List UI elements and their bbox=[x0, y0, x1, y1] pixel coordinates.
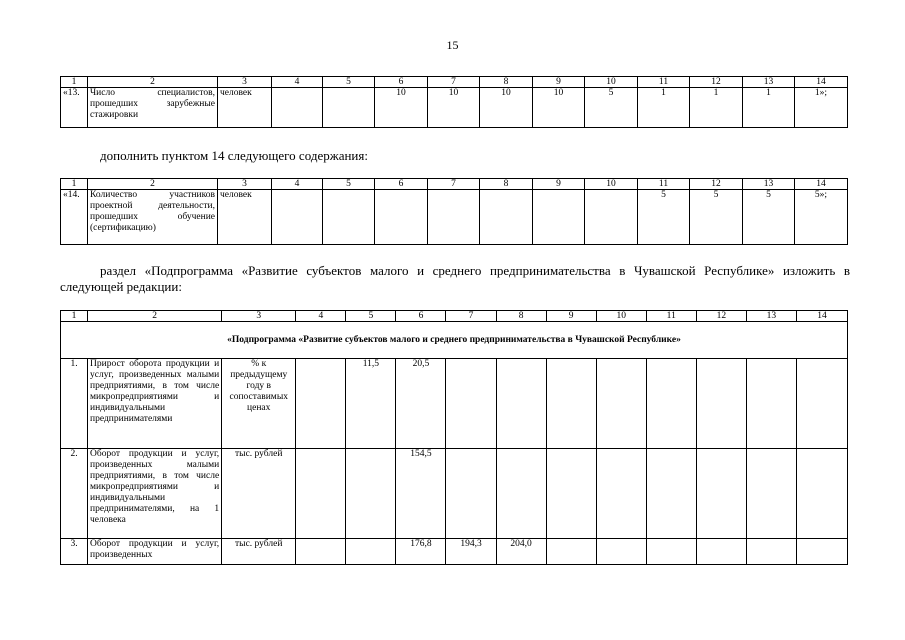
column-header-2: 2 bbox=[88, 179, 218, 190]
value-col-5 bbox=[346, 449, 396, 539]
value-col-13: 5 bbox=[743, 190, 795, 245]
value-col-14 bbox=[796, 539, 847, 565]
column-header-row bbox=[61, 179, 848, 190]
value-col-11: 5 bbox=[638, 190, 690, 245]
table-2 bbox=[60, 178, 848, 245]
column-header-1: 1 bbox=[61, 77, 88, 88]
value-col-6 bbox=[375, 190, 428, 245]
column-header-1: 1 bbox=[61, 179, 88, 190]
value-col-4 bbox=[272, 190, 323, 245]
value-col-12 bbox=[696, 539, 746, 565]
value-col-4 bbox=[272, 88, 323, 128]
value-col-14 bbox=[796, 359, 847, 449]
column-header-9: 9 bbox=[546, 311, 596, 322]
value-col-11 bbox=[646, 539, 696, 565]
unit: % к предыдущему году в сопоставимых ценах bbox=[222, 359, 296, 449]
column-header-13: 13 bbox=[743, 179, 795, 190]
instruction-2-text: раздел «Подпрограмма «Развитие субъектов малого и среднего предпринимательства в Чувашской Республике» изложить в следующей редакции: bbox=[60, 263, 850, 294]
table-row bbox=[61, 359, 848, 449]
column-header-10: 10 bbox=[596, 311, 646, 322]
column-header-3: 3 bbox=[218, 77, 272, 88]
row-number: «14. bbox=[61, 190, 88, 245]
column-header-10: 10 bbox=[585, 179, 638, 190]
value-col-12 bbox=[696, 359, 746, 449]
value-col-9: 10 bbox=[533, 88, 585, 128]
value-col-14: 5»; bbox=[795, 190, 848, 245]
column-header-row bbox=[61, 311, 848, 322]
unit: тыс. рублей bbox=[222, 449, 296, 539]
column-header-6: 6 bbox=[375, 77, 428, 88]
column-header-9: 9 bbox=[533, 77, 585, 88]
value-col-4 bbox=[296, 359, 346, 449]
value-col-11: 1 bbox=[638, 88, 690, 128]
column-header-8: 8 bbox=[496, 311, 546, 322]
column-header-4: 4 bbox=[272, 77, 323, 88]
column-header-10: 10 bbox=[585, 77, 638, 88]
indicator-name: Оборот продукции и услуг, произведенных малыми предприятиями, в том числе микропредприятиями и индивидуальными предпринимателями, на 1 человека bbox=[88, 449, 222, 539]
column-header-12: 12 bbox=[690, 179, 743, 190]
value-col-6: 10 bbox=[375, 88, 428, 128]
row-number: 3. bbox=[61, 539, 88, 565]
value-col-10: 5 bbox=[585, 88, 638, 128]
value-col-5 bbox=[323, 190, 375, 245]
column-header-5: 5 bbox=[346, 311, 396, 322]
instruction-2 bbox=[60, 263, 850, 295]
value-col-13 bbox=[746, 449, 796, 539]
value-col-4 bbox=[296, 539, 346, 565]
row-number: 1. bbox=[61, 359, 88, 449]
column-header-11: 11 bbox=[646, 311, 696, 322]
column-header-9: 9 bbox=[533, 179, 585, 190]
value-col-9 bbox=[533, 190, 585, 245]
column-header-14: 14 bbox=[795, 77, 848, 88]
column-header-6: 6 bbox=[396, 311, 446, 322]
value-col-10 bbox=[596, 539, 646, 565]
value-col-10 bbox=[585, 190, 638, 245]
column-header-13: 13 bbox=[743, 77, 795, 88]
column-header-8: 8 bbox=[480, 77, 533, 88]
value-col-5: 11,5 bbox=[346, 359, 396, 449]
column-header-3: 3 bbox=[222, 311, 296, 322]
column-header-row bbox=[61, 77, 848, 88]
column-header-7: 7 bbox=[428, 77, 480, 88]
value-col-13: 1 bbox=[743, 88, 795, 128]
value-col-7 bbox=[446, 359, 496, 449]
value-col-12: 5 bbox=[690, 190, 743, 245]
column-header-6: 6 bbox=[375, 179, 428, 190]
value-col-4 bbox=[296, 449, 346, 539]
indicator-name: Оборот продукции и услуг, произведенных bbox=[88, 539, 222, 565]
value-col-11 bbox=[646, 449, 696, 539]
value-col-10 bbox=[596, 359, 646, 449]
table-row bbox=[61, 88, 848, 128]
row-number: «13. bbox=[61, 88, 88, 128]
column-header-2: 2 bbox=[88, 77, 218, 88]
value-col-12: 1 bbox=[690, 88, 743, 128]
column-header-14: 14 bbox=[796, 311, 847, 322]
column-header-8: 8 bbox=[480, 179, 533, 190]
table-row bbox=[61, 190, 848, 245]
column-header-4: 4 bbox=[272, 179, 323, 190]
column-header-12: 12 bbox=[696, 311, 746, 322]
indicator-name: Прирост оборота продукции и услуг, произведенных малыми предприятиями, в том числе микропредприятиями и индивидуальными предпринимателями bbox=[88, 359, 222, 449]
value-col-6: 154,5 bbox=[396, 449, 446, 539]
column-header-11: 11 bbox=[638, 179, 690, 190]
column-header-12: 12 bbox=[690, 77, 743, 88]
value-col-13 bbox=[746, 359, 796, 449]
value-col-11 bbox=[646, 359, 696, 449]
value-col-5 bbox=[346, 539, 396, 565]
value-col-9 bbox=[546, 359, 596, 449]
value-col-7 bbox=[446, 449, 496, 539]
value-col-6: 176,8 bbox=[396, 539, 446, 565]
column-header-14: 14 bbox=[795, 179, 848, 190]
table-row bbox=[61, 449, 848, 539]
value-col-8 bbox=[496, 449, 546, 539]
unit: тыс. рублей bbox=[222, 539, 296, 565]
row-number: 2. bbox=[61, 449, 88, 539]
table-3 bbox=[60, 310, 848, 565]
value-col-13 bbox=[746, 539, 796, 565]
instruction-1: дополнить пунктом 14 следующего содержания: bbox=[100, 148, 368, 163]
page-number: 15 bbox=[446, 38, 459, 52]
table-row bbox=[61, 539, 848, 565]
subtitle-row bbox=[61, 322, 848, 359]
column-header-5: 5 bbox=[323, 77, 375, 88]
column-header-3: 3 bbox=[218, 179, 272, 190]
subprogram-title: «Подпрограмма «Развитие субъектов малого и среднего предпринимательства в Чувашской Республике» bbox=[61, 322, 848, 359]
unit: человек bbox=[218, 88, 272, 128]
table-1 bbox=[60, 76, 848, 128]
value-col-7 bbox=[428, 190, 480, 245]
value-col-10 bbox=[596, 449, 646, 539]
column-header-4: 4 bbox=[296, 311, 346, 322]
value-col-14: 1»; bbox=[795, 88, 848, 128]
column-header-5: 5 bbox=[323, 179, 375, 190]
column-header-7: 7 bbox=[428, 179, 480, 190]
unit: человек bbox=[218, 190, 272, 245]
value-col-8 bbox=[496, 359, 546, 449]
value-col-5 bbox=[323, 88, 375, 128]
value-col-8 bbox=[480, 190, 533, 245]
value-col-7: 10 bbox=[428, 88, 480, 128]
column-header-13: 13 bbox=[746, 311, 796, 322]
value-col-14 bbox=[796, 449, 847, 539]
indicator-name: Количество участников проектной деятельности, прошедших обучение (сертификацию) bbox=[88, 190, 218, 245]
value-col-8: 204,0 bbox=[496, 539, 546, 565]
column-header-7: 7 bbox=[446, 311, 496, 322]
value-col-6: 20,5 bbox=[396, 359, 446, 449]
value-col-7: 194,3 bbox=[446, 539, 496, 565]
column-header-2: 2 bbox=[88, 311, 222, 322]
column-header-11: 11 bbox=[638, 77, 690, 88]
value-col-12 bbox=[696, 449, 746, 539]
value-col-9 bbox=[546, 539, 596, 565]
value-col-9 bbox=[546, 449, 596, 539]
value-col-8: 10 bbox=[480, 88, 533, 128]
indicator-name: Число специалистов, прошедших зарубежные стажировки bbox=[88, 88, 218, 128]
column-header-1: 1 bbox=[61, 311, 88, 322]
